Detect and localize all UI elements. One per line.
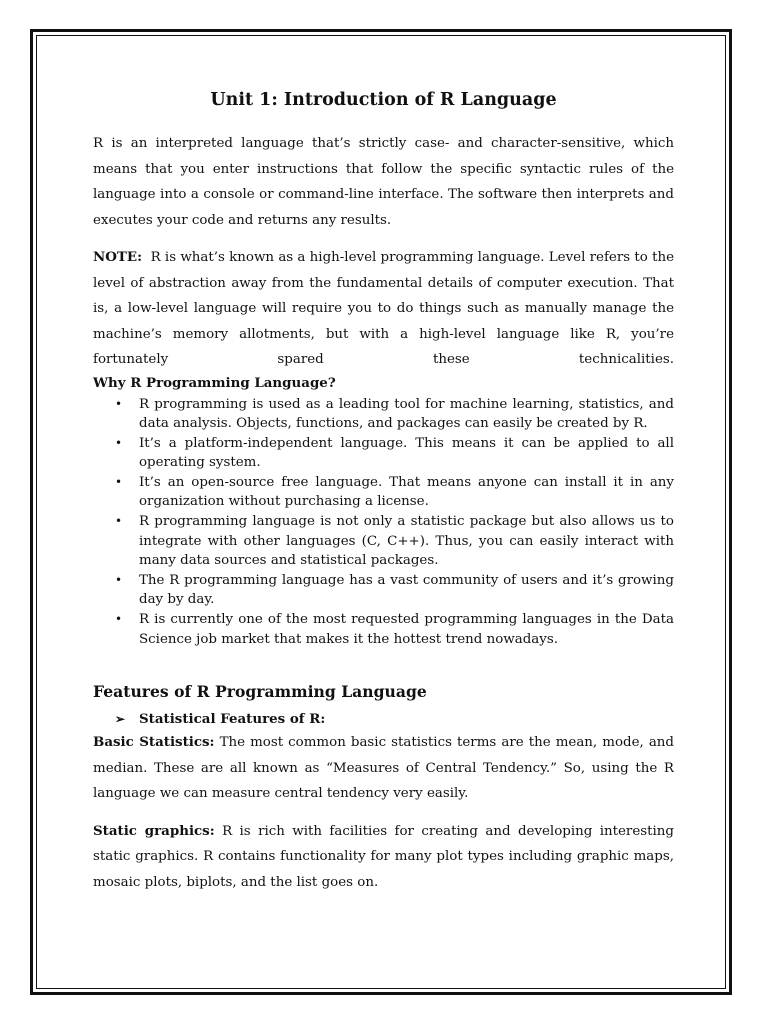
static-graphics-text: R is rich with facilities for creating and developing interesting static graphics. R contains functionality for many plot types including graphic maps, mosaic plots, biplots, and the list goes on. (93, 823, 674, 890)
document-body (93, 84, 674, 895)
statistical-features-item (93, 708, 674, 730)
list-item-text: It’s an open-source free language. That means anyone can install it in any organization without purchasing a license. (139, 474, 674, 510)
note-label: NOTE: (93, 249, 143, 265)
list-item (93, 434, 674, 473)
bullet-icon: • (115, 396, 123, 411)
basic-statistics-paragraph (93, 730, 674, 807)
list-item (93, 610, 674, 649)
bullet-icon: • (115, 514, 123, 529)
list-item (93, 395, 674, 434)
bullet-icon: • (115, 435, 123, 450)
intro-paragraph: R is an interpreted language that’s strictly case- and character-sensitive, which means that you enter instructions that follow the specific syntactic rules of the language into a console or command-line interface. The software then interprets and executes your code and returns any results. (93, 136, 674, 228)
arrow-bullet-icon: ➢ (115, 712, 126, 727)
list-item-text: R programming language is not only a statistic package but also allows us to integrate with other languages (C, C++). Thus, you can easily interact with many data sources and statistical packages. (139, 514, 674, 569)
list-item (93, 512, 674, 571)
why-heading: Why R Programming Language? (93, 374, 336, 391)
statistical-features-heading: Statistical Features of R: (139, 711, 326, 728)
list-item (93, 571, 674, 610)
list-item-text: The R programming language has a vast community of users and it’s growing day by day. (139, 572, 674, 608)
basic-statistics-text: The most common basic statistics terms are the mean, mode, and median. These are all known as “Measures of Central Tendency.” So, using the R language we can measure central tendency very easily. (93, 735, 674, 802)
note-text: R is what’s known as a high-level programming language. Level refers to the level of abstraction away from the fundamental details of computer execution. That is, a low-level language will require you to do things such as manually manage the machine’s memory allotments, but with a high-level language like R, you’re fortunately spared these technicalities. (93, 250, 674, 367)
list-item-text: R programming is used as a leading tool for machine learning, statistics, and data analysis. Objects, functions, and packages can easily be created by R. (139, 396, 674, 432)
why-list (93, 395, 674, 650)
list-item-text: R is currently one of the most requested programming languages in the Data Science job market that makes it the hottest trend nowadays. (139, 612, 674, 647)
bullet-icon: • (115, 612, 123, 627)
basic-statistics-label: Basic Statistics: (93, 734, 215, 751)
list-item (93, 473, 674, 512)
static-graphics-label: Static graphics: (93, 822, 215, 839)
list-item-text: It’s a platform-independent language. This means it can be applied to all operating system. (139, 435, 674, 471)
bullet-icon: • (115, 572, 123, 587)
static-graphics-paragraph (93, 819, 674, 896)
features-heading: Features of R Programming Language (93, 682, 427, 702)
bullet-icon: • (115, 474, 123, 489)
document-title: Unit 1: Introduction of R Language (210, 90, 557, 110)
note-paragraph (93, 245, 674, 373)
